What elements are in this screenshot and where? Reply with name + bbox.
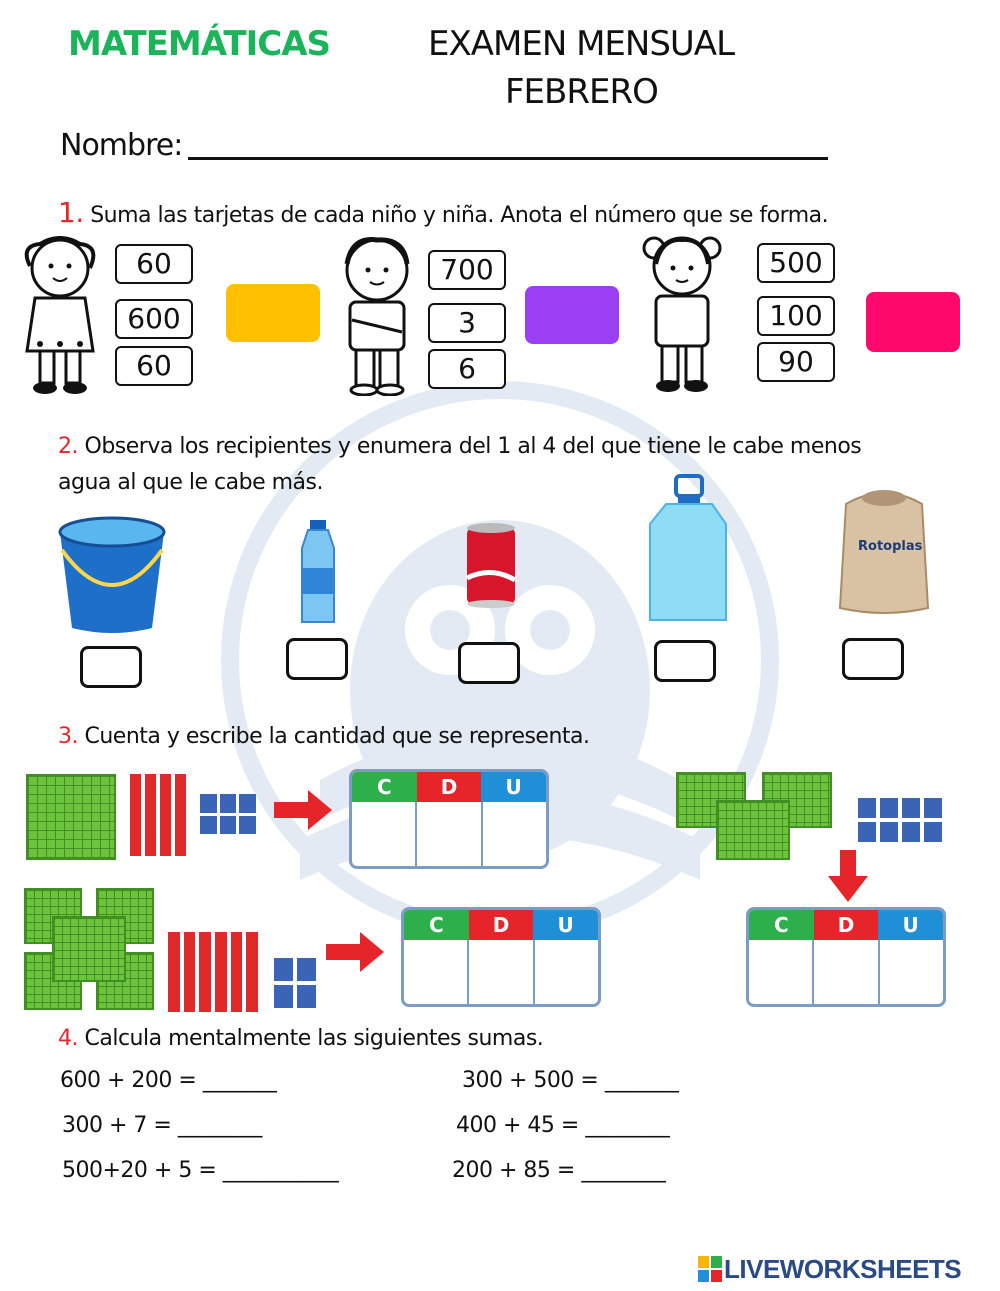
- exam-month: FEBRERO: [505, 72, 658, 112]
- cdu-table-3[interactable]: [746, 907, 946, 1007]
- boy-illustration: [332, 236, 422, 396]
- number-card: 60: [115, 244, 193, 284]
- exam-title: EXAMEN MENSUAL: [428, 24, 735, 64]
- question-4-text: Calcula mentalmente las siguientes sumas.: [84, 1026, 544, 1051]
- question-1-number: 1.: [58, 196, 84, 229]
- name-label: Nombre:: [60, 128, 183, 163]
- order-input-2[interactable]: [286, 638, 348, 680]
- cell-c[interactable]: [352, 802, 417, 866]
- question-3: [58, 724, 590, 749]
- cell-d[interactable]: [469, 940, 534, 1004]
- header-u: U: [878, 910, 943, 940]
- footer-brand[interactable]: LIVEWORKSHEETS: [724, 1254, 962, 1284]
- header-c: C: [404, 910, 469, 940]
- girl-illustration-1: [15, 236, 105, 396]
- number-card: 60: [115, 346, 193, 386]
- water-bottle-icon: [290, 518, 346, 626]
- question-4-number: 4.: [58, 1026, 78, 1051]
- number-card: 6: [428, 349, 506, 389]
- cell-u[interactable]: [535, 940, 598, 1004]
- order-input-5[interactable]: [842, 638, 904, 680]
- girl-illustration-2: [642, 230, 722, 394]
- liveworksheets-logo-icon: [698, 1256, 722, 1282]
- ten-rods: [130, 774, 186, 856]
- answer-box-2[interactable]: [525, 286, 619, 344]
- arrow-down-icon: [826, 850, 870, 904]
- hundred-block: [26, 774, 116, 860]
- question-2-text-line2: agua al que le cabe más.: [58, 470, 323, 495]
- hundred-block: [716, 800, 790, 860]
- question-3-number: 3.: [58, 724, 78, 749]
- number-card: 90: [757, 342, 835, 382]
- name-input-line[interactable]: [188, 156, 828, 160]
- header-c: C: [352, 772, 417, 802]
- question-4: [58, 1026, 543, 1051]
- number-card: 600: [115, 299, 193, 339]
- tank-brand-label: Rotoplas: [858, 539, 923, 554]
- ten-rods: [168, 932, 258, 1012]
- header-u: U: [533, 910, 598, 940]
- sum-item[interactable]: 300 + 500 = _______: [462, 1068, 679, 1093]
- sum-item[interactable]: 300 + 7 = ________: [62, 1113, 262, 1138]
- number-card: 100: [757, 296, 835, 336]
- order-input-4[interactable]: [654, 640, 716, 682]
- water-tank-icon: [836, 484, 932, 616]
- header-u: U: [481, 772, 546, 802]
- question-2-number: 2.: [58, 434, 78, 459]
- question-1-text: Suma las tarjetas de cada niño y niña. Anota el número que se forma.: [90, 203, 829, 228]
- answer-box-1[interactable]: [226, 284, 320, 342]
- sum-item[interactable]: 200 + 85 = ________: [452, 1158, 666, 1183]
- cell-u[interactable]: [483, 802, 546, 866]
- cell-c[interactable]: [749, 940, 814, 1004]
- cell-d[interactable]: [417, 802, 482, 866]
- order-input-3[interactable]: [458, 642, 520, 684]
- sum-item[interactable]: 600 + 200 = _______: [60, 1068, 277, 1093]
- unit-cubes: [858, 798, 942, 842]
- unit-cubes: [274, 958, 316, 1008]
- cell-c[interactable]: [404, 940, 469, 1004]
- arrow-right-icon: [274, 788, 334, 832]
- arrow-right-icon: [326, 930, 386, 974]
- header-d: D: [469, 910, 534, 940]
- unit-cubes: [200, 794, 256, 834]
- cdu-table-2[interactable]: [401, 907, 601, 1007]
- number-card: 3: [428, 303, 506, 343]
- cell-u[interactable]: [880, 940, 943, 1004]
- question-3-text: Cuenta y escribe la cantidad que se representa.: [84, 724, 590, 749]
- bucket-icon: [56, 510, 168, 636]
- number-card: 700: [428, 250, 506, 290]
- cell-d[interactable]: [814, 940, 879, 1004]
- hundred-block: [52, 916, 126, 982]
- water-jug-icon: [646, 474, 730, 624]
- soda-can-icon: [463, 522, 519, 608]
- question-2: [58, 434, 861, 459]
- answer-box-3[interactable]: [866, 292, 960, 352]
- order-input-1[interactable]: [80, 646, 142, 688]
- number-card: 500: [757, 243, 835, 283]
- header-c: C: [749, 910, 814, 940]
- header-d: D: [814, 910, 879, 940]
- question-1: [58, 196, 828, 229]
- sum-item[interactable]: 500+20 + 5 = ___________: [62, 1158, 339, 1183]
- subject-title: MATEMÁTICAS: [68, 24, 331, 64]
- sum-item[interactable]: 400 + 45 = ________: [456, 1113, 670, 1138]
- header-d: D: [417, 772, 482, 802]
- cdu-table-1[interactable]: [349, 769, 549, 869]
- question-2-text-line1: Observa los recipientes y enumera del 1 al 4 del que tiene le cabe menos: [84, 434, 862, 459]
